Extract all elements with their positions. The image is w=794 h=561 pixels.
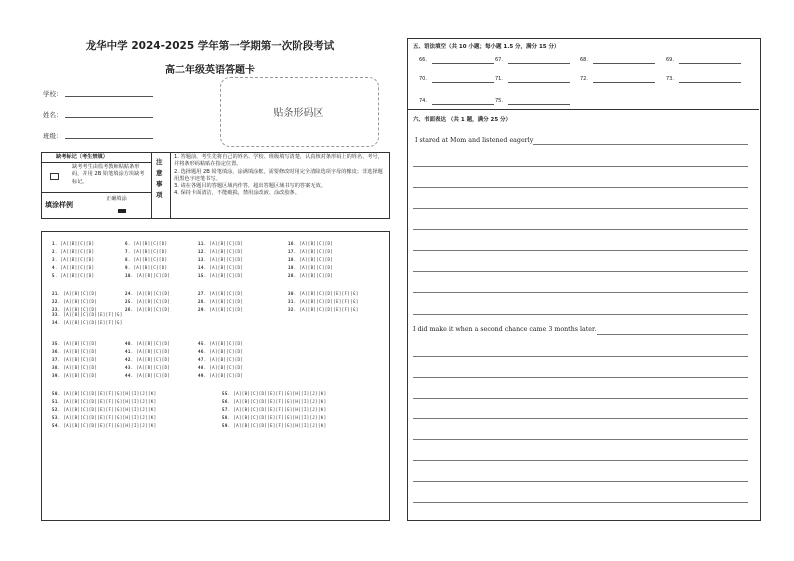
- answer-row[interactable]: 7. [A][B][C][D]: [125, 248, 168, 254]
- answer-row[interactable]: 8. [A][B][C][D]: [125, 256, 168, 262]
- answer-options[interactable]: [A][B][C][D]: [209, 248, 244, 254]
- question-number: 40: [125, 341, 131, 346]
- question-number: 34: [52, 319, 58, 325]
- answer-row[interactable]: 22. [A][B][C][D]: [52, 298, 98, 304]
- answer-options[interactable]: [A][B][C][D]: [63, 364, 98, 370]
- writing-prompt-2: I did make it when a second chance came 3 months later.: [413, 326, 597, 333]
- answer-row[interactable]: 58. [A][B][C][D][E][F][G][H][I][J][K]: [222, 414, 327, 420]
- blank-answer-line[interactable]: [508, 82, 570, 83]
- answer-options[interactable]: [A][B][C][D]: [133, 241, 168, 246]
- page-subtitle: 高二年级英语答题卡: [165, 65, 255, 76]
- page-title: 龙华中学 2024-2025 学年第一学期第一次阶段考试: [85, 40, 335, 52]
- answer-options[interactable]: [A][B][C][D]: [299, 241, 334, 246]
- absent-mark-text: 缺考考生由监考教师粘贴条形码，并用 2B 铅笔填涂方块缺考标记。: [72, 164, 145, 185]
- answer-options[interactable]: [A][B][C][D][E][F][G]: [63, 312, 123, 317]
- blank-number: 72.: [580, 76, 588, 82]
- writing-line[interactable]: [597, 334, 748, 335]
- answer-options[interactable]: [A][B][C][D]: [133, 264, 168, 270]
- question-number: 39: [52, 372, 58, 378]
- writing-line[interactable]: [413, 481, 748, 482]
- question-number: 51: [52, 398, 58, 404]
- question-number: 13: [198, 256, 204, 262]
- answer-options[interactable]: [A][B][C][D]: [136, 306, 171, 312]
- answer-options[interactable]: [A][B][C][D]: [60, 264, 95, 270]
- answer-row[interactable]: 12. [A][B][C][D]: [198, 248, 244, 254]
- answer-row[interactable]: 48. [A][B][C][D]: [198, 364, 244, 370]
- answer-options[interactable]: [A][B][C][D]: [63, 291, 98, 296]
- question-number: 30: [288, 291, 294, 296]
- blank-answer-line[interactable]: [679, 63, 741, 64]
- question-number: 55: [222, 391, 228, 396]
- answer-row[interactable]: 40. [A][B][C][D]: [125, 341, 171, 346]
- question-number: 35: [52, 341, 58, 346]
- answer-row[interactable]: 49. [A][B][C][D]: [198, 372, 244, 378]
- answer-row[interactable]: 42. [A][B][C][D]: [125, 356, 171, 362]
- answer-row[interactable]: 54. [A][B][C][D][E][F][G][H][I][J][K]: [52, 422, 157, 428]
- answer-row[interactable]: 59. [A][B][C][D][E][F][G][H][I][J][K]: [222, 422, 327, 428]
- answer-row[interactable]: 21. [A][B][C][D]: [52, 291, 98, 296]
- answer-options[interactable]: [A][B][C][D]: [299, 248, 334, 254]
- question-number: 1: [52, 241, 55, 246]
- blank-answer-line[interactable]: [679, 82, 741, 83]
- answer-options[interactable]: [A][B][C][D]: [209, 341, 244, 346]
- school-field[interactable]: [65, 95, 153, 97]
- answer-row[interactable]: 27. [A][B][C][D]: [198, 291, 244, 296]
- writing-line[interactable]: [413, 166, 748, 167]
- writing-line[interactable]: [413, 208, 748, 209]
- question-number: 56: [222, 398, 228, 404]
- answer-row[interactable]: 45. [A][B][C][D]: [198, 341, 244, 346]
- answer-row[interactable]: 2. [A][B][C][D]: [52, 248, 95, 254]
- question-number: 59: [222, 422, 228, 428]
- answer-options[interactable]: [A][B][C][D]: [63, 348, 98, 354]
- answer-row[interactable]: 19. [A][B][C][D]: [288, 264, 334, 270]
- correct-fill-sample: [118, 209, 126, 213]
- question-number: 10: [125, 272, 131, 278]
- question-number: 24: [125, 291, 131, 296]
- question-number: 42: [125, 356, 131, 362]
- answer-row[interactable]: 51. [A][B][C][D][E][F][G][H][I][J][K]: [52, 398, 157, 404]
- answer-options[interactable]: [A][B][C][D]: [60, 272, 95, 278]
- writing-line[interactable]: [413, 187, 748, 188]
- question-number: 23: [52, 306, 58, 312]
- answer-row[interactable]: 56. [A][B][C][D][E][F][G][H][I][J][K]: [222, 398, 327, 404]
- answer-row[interactable]: 50. [A][B][C][D][E][F][G][H][I][J][K]: [52, 391, 157, 396]
- answer-row[interactable]: 9. [A][B][C][D]: [125, 264, 168, 270]
- blank-answer-line[interactable]: [432, 63, 494, 64]
- blank-answer-line[interactable]: [593, 82, 655, 83]
- answer-row[interactable]: 32. [A][B][C][D][E][F][G]: [288, 306, 359, 312]
- writing-line[interactable]: [413, 229, 748, 230]
- class-label: 班级：: [43, 132, 63, 140]
- answer-row[interactable]: 55. [A][B][C][D][E][F][G][H][I][J][K]: [222, 391, 327, 396]
- blank-answer-line[interactable]: [508, 63, 570, 64]
- question-number: 11: [198, 241, 204, 246]
- answer-row[interactable]: 31. [A][B][C][D][E][F][G]: [288, 298, 359, 304]
- answer-options[interactable]: [A][B][C][D][E][F][G][H][I][J][K]: [63, 422, 157, 428]
- notice-heading: 注意事项: [156, 158, 163, 199]
- barcode-label: 贴条形码区: [273, 108, 324, 119]
- multiple-choice-area: [41, 231, 390, 521]
- question-number: 22: [52, 298, 58, 304]
- answer-row[interactable]: 26. [A][B][C][D]: [125, 306, 171, 312]
- notice-item: 2. 选择题用 2B 铅笔填涂，涂满填涂框，需要修改时用完全清除选项字母的橡皮；非选择题用黑色字迹笔书写。: [174, 168, 383, 182]
- answer-options[interactable]: [A][B][C][D]: [136, 372, 171, 378]
- question-number: 18: [288, 256, 294, 262]
- section6-heading: 六、书面表达 （共 1 题，满分 25 分）: [413, 117, 512, 123]
- school-label: 学校：: [43, 90, 63, 98]
- answer-options[interactable]: [A][B][C][D]: [136, 291, 171, 296]
- question-number: 32: [288, 306, 294, 312]
- question-number: 15: [198, 272, 204, 278]
- fill-example-label: 填涂样例: [45, 201, 73, 209]
- question-number: 46: [198, 348, 204, 354]
- answer-row[interactable]: 25. [A][B][C][D]: [125, 298, 171, 304]
- question-number: 3: [52, 256, 55, 262]
- question-number: 12: [198, 248, 204, 254]
- answer-row[interactable]: 46. [A][B][C][D]: [198, 348, 244, 354]
- blank-answer-line[interactable]: [593, 63, 655, 64]
- answer-options[interactable]: [A][B][C][D][E][F][G][H][I][J][K]: [63, 391, 157, 396]
- question-number: 20: [288, 272, 294, 278]
- answer-options[interactable]: [A][B][C][D]: [136, 364, 171, 370]
- answer-row[interactable]: 37. [A][B][C][D]: [52, 356, 98, 362]
- blank-number: 68.: [580, 57, 588, 63]
- question-number: 57: [222, 406, 228, 412]
- blank-number: 74.: [419, 98, 427, 104]
- answer-options[interactable]: [A][B][C][D]: [209, 348, 244, 354]
- question-number: 58: [222, 414, 228, 420]
- question-number: 27: [198, 291, 204, 296]
- absent-mark-heading: 缺考标记（考生禁填）: [56, 154, 108, 160]
- answer-row[interactable]: 47. [A][B][C][D]: [198, 356, 244, 362]
- answer-options[interactable]: [A][B][C][D][E][F][G][H][I][J][K]: [233, 422, 327, 428]
- question-number: 19: [288, 264, 294, 270]
- answer-options[interactable]: [A][B][C][D][E][F][G]: [299, 306, 359, 312]
- absent-checkbox[interactable]: [50, 173, 59, 180]
- answer-options[interactable]: [A][B][C][D]: [209, 241, 244, 246]
- answer-options[interactable]: [A][B][C][D][E][F][G][H][I][J][K]: [233, 414, 327, 420]
- writing-line[interactable]: [413, 377, 748, 378]
- question-number: 33: [52, 312, 58, 317]
- question-number: 47: [198, 356, 204, 362]
- answer-row[interactable]: 18. [A][B][C][D]: [288, 256, 334, 262]
- question-number: 36: [52, 348, 58, 354]
- answer-row[interactable]: 34. [A][B][C][D][E][F][G]: [52, 319, 123, 325]
- answer-row[interactable]: 36. [A][B][C][D]: [52, 348, 98, 354]
- answer-row[interactable]: 3. [A][B][C][D]: [52, 256, 95, 262]
- answer-options[interactable]: [A][B][C][D]: [209, 356, 244, 362]
- answer-row[interactable]: 1. [A][B][C][D]: [52, 241, 95, 246]
- answer-row[interactable]: 14. [A][B][C][D]: [198, 264, 244, 270]
- question-number: 9: [125, 264, 128, 270]
- answer-row[interactable]: 10. [A][B][C][D]: [125, 272, 171, 278]
- answer-options[interactable]: [A][B][C][D]: [136, 341, 171, 346]
- answer-row[interactable]: 16. [A][B][C][D]: [288, 241, 334, 246]
- answer-options[interactable]: [A][B][C][D]: [209, 306, 244, 312]
- question-number: 50: [52, 391, 58, 396]
- answer-row[interactable]: 11. [A][B][C][D]: [198, 241, 244, 246]
- writing-line[interactable]: [413, 439, 748, 440]
- question-number: 7: [125, 248, 128, 254]
- writing-line[interactable]: [413, 271, 748, 272]
- blank-number: 66.: [419, 57, 427, 63]
- blank-number: 70.: [419, 76, 427, 82]
- answer-panel-right: [407, 38, 761, 521]
- answer-options[interactable]: [A][B][C][D]: [209, 272, 244, 278]
- notice-item: 3. 请在各题目的答题区域内作答，超出答题区域书写的答案无效。: [174, 183, 326, 190]
- question-number: 25: [125, 298, 131, 304]
- answer-options[interactable]: [A][B][C][D]: [136, 356, 171, 362]
- answer-options[interactable]: [A][B][C][D]: [209, 372, 244, 378]
- answer-options[interactable]: [A][B][C][D]: [136, 298, 171, 304]
- question-number: 6: [125, 241, 128, 246]
- answer-row[interactable]: 4. [A][B][C][D]: [52, 264, 95, 270]
- writing-line[interactable]: [413, 460, 748, 461]
- question-number: 16: [288, 241, 294, 246]
- blank-number: 73.: [666, 76, 674, 82]
- answer-row[interactable]: 20. [A][B][C][D]: [288, 272, 334, 278]
- blank-number: 67.: [495, 57, 503, 63]
- question-number: 4: [52, 264, 55, 270]
- question-number: 38: [52, 364, 58, 370]
- answer-row[interactable]: 23. [A][B][C][D]: [52, 306, 98, 312]
- answer-options[interactable]: [A][B][C][D]: [299, 256, 334, 262]
- answer-options[interactable]: [A][B][C][D]: [60, 256, 95, 262]
- answer-row[interactable]: 35. [A][B][C][D]: [52, 341, 98, 346]
- question-number: 17: [288, 248, 294, 254]
- question-number: 5: [52, 272, 55, 278]
- question-number: 52: [52, 406, 58, 412]
- blank-answer-line[interactable]: [432, 82, 494, 83]
- blank-answer-line[interactable]: [508, 104, 570, 105]
- answer-options[interactable]: [A][B][C][D][E][F][G][H][I][J][K]: [233, 406, 327, 412]
- answer-options[interactable]: [A][B][C][D]: [209, 291, 244, 296]
- question-number: 49: [198, 372, 204, 378]
- question-number: 44: [125, 372, 131, 378]
- writing-line[interactable]: [413, 418, 748, 419]
- writing-line[interactable]: [413, 398, 748, 399]
- answer-options[interactable]: [A][B][C][D]: [209, 264, 244, 270]
- answer-options[interactable]: [A][B][C][D]: [133, 248, 168, 254]
- question-number: 41: [125, 348, 131, 354]
- answer-options[interactable]: [A][B][C][D]: [299, 272, 334, 278]
- writing-line[interactable]: [413, 356, 748, 357]
- answer-row[interactable]: 52. [A][B][C][D][E][F][G][H][I][J][K]: [52, 406, 157, 412]
- answer-options[interactable]: [A][B][C][D]: [209, 364, 244, 370]
- question-number: 8: [125, 256, 128, 262]
- answer-row[interactable]: 57. [A][B][C][D][E][F][G][H][I][J][K]: [222, 406, 327, 412]
- writing-line[interactable]: [413, 314, 748, 315]
- writing-line[interactable]: [413, 502, 748, 503]
- blank-number: 71.: [495, 76, 503, 82]
- answer-options[interactable]: [A][B][C][D]: [60, 241, 95, 246]
- notice-item: 1. 答题前，考生先将自己的姓名、学校、班级填写清楚，认真核对条形码上的姓名、考号，并将条形码粘贴在指定位置。: [174, 154, 383, 168]
- answer-options[interactable]: [A][B][C][D]: [133, 256, 168, 262]
- answer-row[interactable]: 13. [A][B][C][D]: [198, 256, 244, 262]
- question-number: 26: [125, 306, 131, 312]
- blank-answer-line[interactable]: [432, 104, 494, 105]
- question-number: 43: [125, 364, 131, 370]
- answer-options[interactable]: [A][B][C][D][E][F][G][H][I][J][K]: [63, 398, 157, 404]
- answer-options[interactable]: [A][B][C][D]: [299, 264, 334, 270]
- question-number: 53: [52, 414, 58, 420]
- answer-row[interactable]: 38. [A][B][C][D]: [52, 364, 98, 370]
- answer-row[interactable]: 33. [A][B][C][D][E][F][G]: [52, 312, 123, 317]
- writing-prompt-1: I stared at Mom and listened eagerly: [415, 137, 534, 144]
- blank-number: 69.: [666, 57, 674, 63]
- answer-row[interactable]: 6. [A][B][C][D]: [125, 241, 168, 246]
- answer-row[interactable]: 28. [A][B][C][D]: [198, 298, 244, 304]
- answer-options[interactable]: [A][B][C][D][E][F][G]: [299, 291, 359, 296]
- answer-options[interactable]: [A][B][C][D][E][F][G][H][I][J][K]: [233, 398, 327, 404]
- section5-heading: 五、语法填空（共 10 小题；每小题 1.5 分，满分 15 分）: [413, 44, 560, 50]
- question-number: 2: [52, 248, 55, 254]
- answer-row[interactable]: 44. [A][B][C][D]: [125, 372, 171, 378]
- question-number: 45: [198, 341, 204, 346]
- question-number: 54: [52, 422, 58, 428]
- answer-options[interactable]: [A][B][C][D][E][F][G][H][I][J][K]: [233, 391, 327, 396]
- answer-options[interactable]: [A][B][C][D]: [63, 356, 98, 362]
- answer-options[interactable]: [A][B][C][D]: [209, 298, 244, 304]
- name-label: 姓名：: [43, 111, 63, 119]
- answer-options[interactable]: [A][B][C][D]: [136, 348, 171, 354]
- question-number: 48: [198, 364, 204, 370]
- answer-options[interactable]: [A][B][C][D]: [63, 341, 98, 346]
- answer-options[interactable]: [A][B][C][D]: [63, 306, 98, 312]
- question-number: 29: [198, 306, 204, 312]
- answer-row[interactable]: 30. [A][B][C][D][E][F][G]: [288, 291, 359, 296]
- writing-line[interactable]: [413, 250, 748, 251]
- class-field[interactable]: [65, 137, 153, 139]
- answer-options[interactable]: [A][B][C][D]: [136, 272, 171, 278]
- question-number: 21: [52, 291, 58, 296]
- answer-row[interactable]: 29. [A][B][C][D]: [198, 306, 244, 312]
- answer-row[interactable]: 24. [A][B][C][D]: [125, 291, 171, 296]
- answer-row[interactable]: 15. [A][B][C][D]: [198, 272, 244, 278]
- answer-options[interactable]: [A][B][C][D]: [209, 256, 244, 262]
- answer-row[interactable]: 53. [A][B][C][D][E][F][G][H][I][J][K]: [52, 414, 157, 420]
- answer-options[interactable]: [A][B][C][D][E][F][G][H][I][J][K]: [63, 414, 157, 420]
- answer-options[interactable]: [A][B][C][D]: [63, 372, 98, 378]
- question-number: 28: [198, 298, 204, 304]
- answer-options[interactable]: [A][B][C][D][E][F][G]: [299, 298, 359, 304]
- answer-options[interactable]: [A][B][C][D][E][F][G][H][I][J][K]: [63, 406, 157, 412]
- question-number: 14: [198, 264, 204, 270]
- writing-line[interactable]: [413, 292, 748, 293]
- notice-box: [41, 152, 390, 219]
- notice-item: 4. 保持卡面清洁，不能破损，禁用涂改液、涂改胶条。: [174, 190, 300, 197]
- blank-number: 75.: [495, 98, 503, 104]
- answer-row[interactable]: 39. [A][B][C][D]: [52, 372, 98, 378]
- answer-options[interactable]: [A][B][C][D]: [60, 248, 95, 254]
- answer-row[interactable]: 41. [A][B][C][D]: [125, 348, 171, 354]
- answer-options[interactable]: [A][B][C][D][E][F][G]: [63, 319, 123, 325]
- question-number: 31: [288, 298, 294, 304]
- answer-row[interactable]: 17. [A][B][C][D]: [288, 248, 334, 254]
- name-field[interactable]: [65, 116, 153, 118]
- answer-options[interactable]: [A][B][C][D]: [63, 298, 98, 304]
- answer-row[interactable]: 5. [A][B][C][D]: [52, 272, 95, 278]
- question-number: 37: [52, 356, 58, 362]
- correct-fill-label: 正确填涂: [106, 196, 127, 202]
- writing-line[interactable]: [533, 144, 748, 145]
- answer-row[interactable]: 43. [A][B][C][D]: [125, 364, 171, 370]
